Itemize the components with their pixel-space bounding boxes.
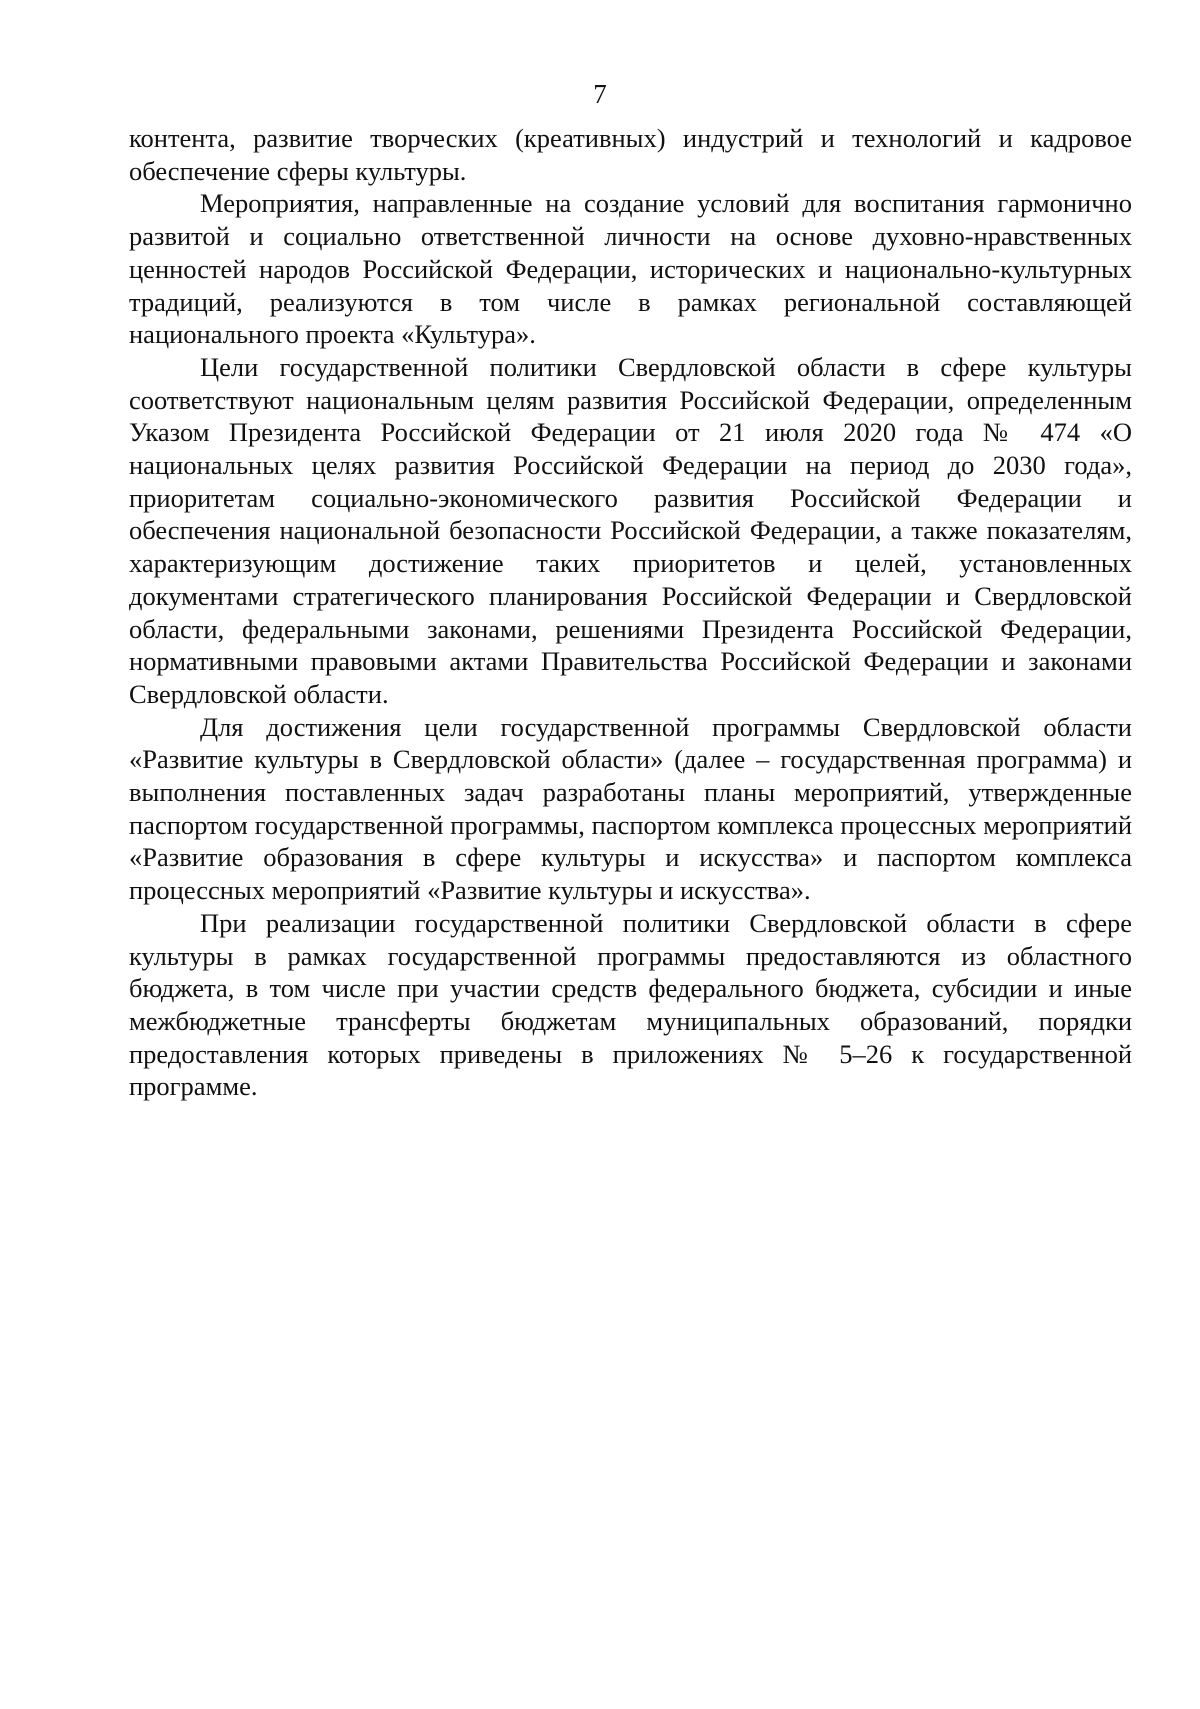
paragraph-1: контента, развитие творческих (креативных) индустрий и технологий и кадровое обеспечение сферы культуры.: [129, 123, 1132, 186]
paragraph-5: При реализации государственной политики Свердловской области в сфере культуры в рамках государственной программы предоставляются из областного бюджета, в том числе при участии средств федерального бюджета, субсидии и иные межбюджетные трансферты бюджетам муниципальных образований, порядки предоставления которых приведены в приложениях № 5–26 к государственной программе.: [129, 907, 1132, 1102]
page-number: 7: [593, 79, 607, 109]
document-body: [129, 122, 1132, 1103]
paragraph-3: Цели государственной политики Свердловской области в сфере культуры соответствуют национальным целям развития Российской Федерации, определенным Указом Президента Российской Федерации от 21 июля 2020 года № 474 «О национальных целях развития Российской Федерации на период до 2030 года», приоритетам социально-экономического развития Российской Федерации и обеспечения национальной безопасности Российской Федерации, а также показателям, характеризующим достижение таких приоритетов и целей, установленных документами стратегического планирования Российской Федерации и Свердловской области, федеральными законами, решениями Президента Российской Федерации, нормативными правовыми актами Правительства Российской Федерации и законами Свердловской области.: [129, 351, 1132, 709]
paragraph-4: Для достижения цели государственной программы Свердловской области «Развитие культуры в Свердловской области» (далее – государственная программа) и выполнения поставленных задач разработаны планы мероприятий, утвержденные паспортом государственной программы, паспортом комплекса процессных мероприятий «Развитие образования в сфере культуры и искусства» и паспортом комплекса процессных мероприятий «Развитие культуры и искусства».: [129, 711, 1132, 906]
paragraph-2: Мероприятия, направленные на создание условий для воспитания гармонично развитой и социально ответственной личности на основе духовно-нравственных ценностей народов Российской Федерации, исторических и национально-культурных традиций, реализуются в том числе в рамках региональной составляющей национального проекта «Культура».: [129, 188, 1132, 350]
